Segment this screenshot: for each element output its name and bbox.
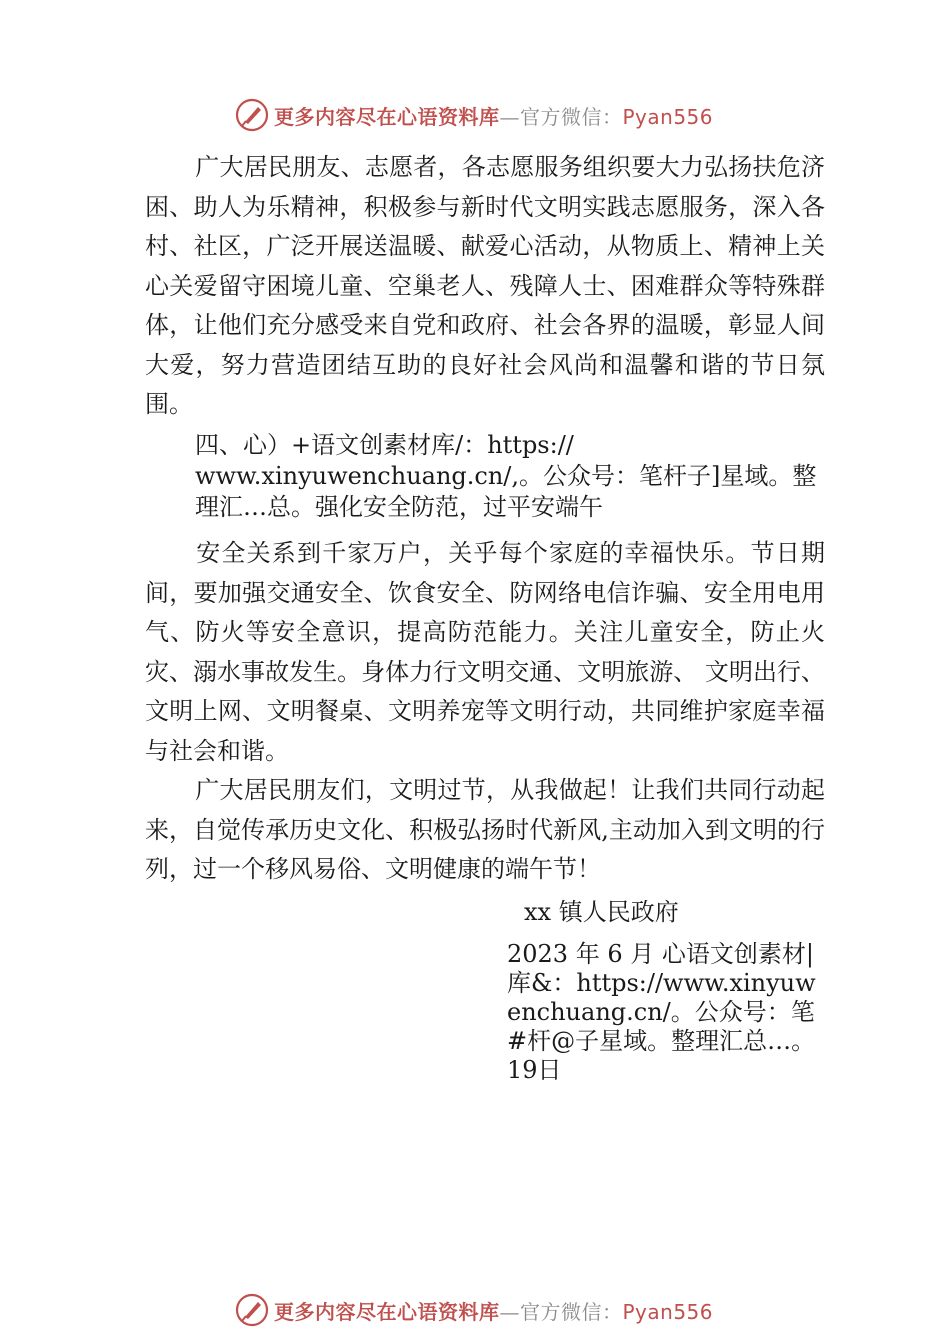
paragraph-safety-text: 安全关系到千家万户，关乎每个家庭的幸福快乐。节日期间，要加强交通安全、饮食安全、防网络电信诈骗、安全用电用气、防火等安全意识，提高防范能力。关注儿童安全，防止火灾、溺水事故发生。身体力行文明交通、文明旅游、 文明出行、文明上网、文明餐桌、文明养宠等文明行动，共同维护家庭幸福与社会和谐。 bbox=[145, 539, 825, 765]
date-block: 2023 年 6 月 心语文创素材|库&：https://www.xinyuwenchuang.cn/。公众号：笔#杆@子星域。整理汇总…。19日 bbox=[507, 940, 816, 1084]
quill-logo-icon bbox=[234, 1292, 270, 1328]
signature: xx 镇人民政府 bbox=[524, 898, 679, 926]
paragraph-closing bbox=[145, 771, 825, 890]
banner-main: 更多内容尽在心语资料库 bbox=[274, 1299, 500, 1324]
heading-line-3: 理汇…总。强化安全防范，过平安端午 bbox=[195, 493, 603, 521]
bottom-banner bbox=[234, 1290, 713, 1330]
heading-line-2: www.xinyuwenchuang.cn/,。公众号：笔杆子]星域。整 bbox=[195, 462, 817, 490]
banner-separator: —官方微信： bbox=[499, 1299, 623, 1324]
banner-wechat-id: Pyan556 bbox=[622, 1299, 714, 1324]
quill-logo-icon bbox=[234, 97, 270, 133]
banner-separator: —官方微信： bbox=[499, 104, 623, 129]
banner-wechat-id: Pyan556 bbox=[622, 104, 714, 129]
section-heading-safety bbox=[195, 430, 835, 523]
paragraph-volunteer-text: 广大居民朋友、志愿者，各志愿服务组织要大力弘扬扶危济困、助人为乐精神，积极参与新时代文明实践志愿服务，深入各村、社区，广泛开展送温暖、献爱心活动，从物质上、精神上关心关爱留守困境儿童、空巢老人、残障人士、困难群众等特殊群体，让他们充分感受来自党和政府、社会各界的温暖，彰显人间大爱，努力营造团结互助的良好社会风尚和温馨和谐的节日氛围。 bbox=[145, 153, 825, 418]
banner-text bbox=[274, 101, 713, 130]
top-banner bbox=[234, 95, 713, 135]
paragraph-closing-text: 广大居民朋友们，文明过节，从我做起！让我们共同行动起来，自觉传承历史文化、积极弘扬时代新风,主动加入到文明的行列，过一个移风易俗、文明健康的端午节！ bbox=[145, 776, 825, 883]
heading-line-1: 四、心）+语文创素材库/：https:// bbox=[195, 431, 574, 459]
paragraph-safety bbox=[145, 534, 825, 771]
paragraph-volunteer bbox=[145, 148, 825, 425]
banner-text bbox=[274, 1296, 713, 1325]
banner-main: 更多内容尽在心语资料库 bbox=[274, 104, 500, 129]
